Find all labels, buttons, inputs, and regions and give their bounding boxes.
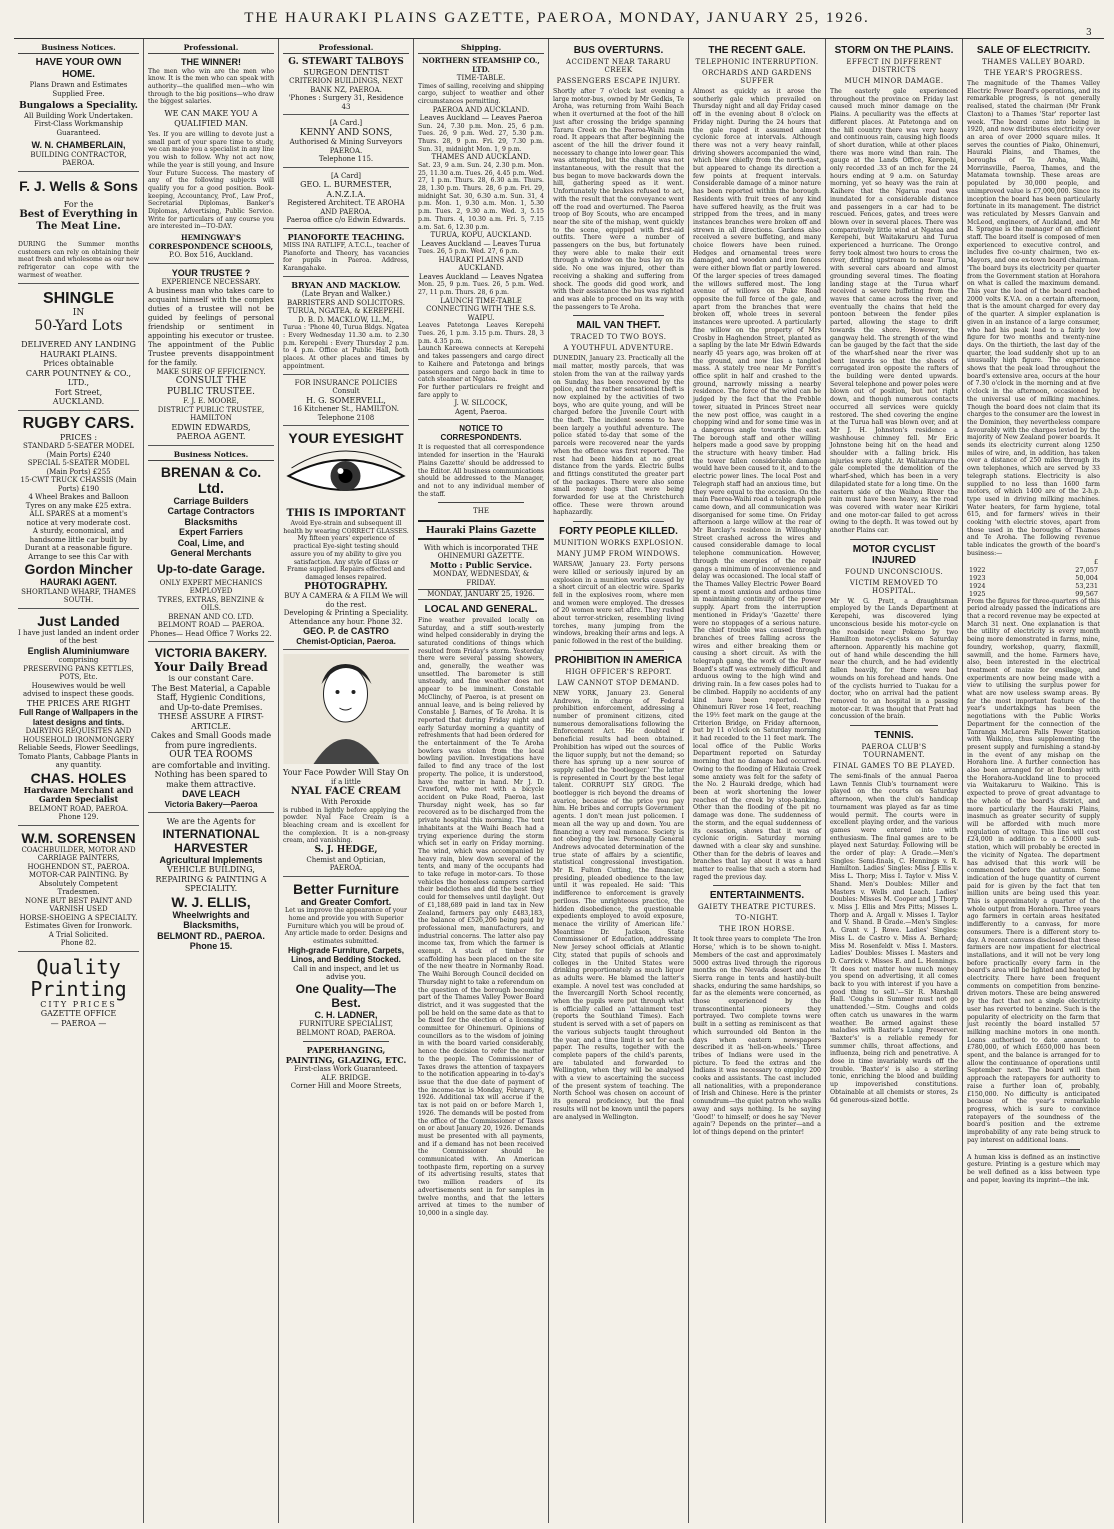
divider — [987, 1149, 1080, 1150]
ad-victoria-bakery — [148, 646, 274, 813]
ad-line: INTERNATIONAL HARVESTER — [162, 826, 260, 855]
table-cell: 1923 — [969, 573, 986, 582]
ad-rugby-cars — [18, 415, 139, 609]
ad-ellis — [148, 817, 274, 955]
ad-line: Leaves Auckland — Leaves Ngatea — [418, 272, 544, 281]
column-1 — [14, 39, 144, 1523]
notice-heading: NOTICE TO CORRESPONDENTS. — [440, 424, 522, 443]
masthead — [0, 0, 1114, 36]
ad-line: Leaves Auckland — Leaves Turua — [421, 239, 541, 248]
ad-title: Better Furniture — [293, 880, 399, 897]
divider — [438, 502, 524, 503]
ad-name: Gordon Mincher — [24, 561, 133, 578]
article-subheading: PASSENGERS ESCAPE INJURY. — [556, 77, 681, 85]
ad-line: Coal, Lime, and — [177, 537, 245, 548]
ad-name: GEO. P. de CASTRO — [303, 626, 389, 637]
ad-body: MISS INA RATLIFF, A.T.C.L., teacher of Pianoforte and Theory, has vacancies for pupils in Paeroa. Address, Karangahake. — [283, 242, 409, 273]
ad-line: THAMES AND AUCKLAND. — [431, 153, 531, 162]
ad-line: NONE BUT BEST PAINT AND VARNISH USED — [25, 896, 132, 914]
ad-line: EDWIN EDWARDS, — [171, 422, 251, 432]
table-row — [967, 590, 1100, 598]
ad-line: ALF. BRIDGE. — [321, 1073, 371, 1082]
page-number: 3 — [1086, 28, 1092, 38]
ad-line: Expert Farriers — [178, 527, 244, 538]
ad-line: comprising — [58, 656, 99, 665]
divider — [713, 885, 801, 886]
article-body: The magnitude of the Thames Valley Electric Power Board's operations, and its remarkable progress, is not generally realised, stated the chairman (Mr Frank Claxton) to a Thames 'Star' reporter last week. 'The board came into being in 1920, and now distributes electricity over an area of over 2000 square miles. It serves the counties of Piako, Ohinemuri, Hauraki Plains, and Thames, the boroughs of Te Aroha, Waihi, Morrinsville, Paeroa, Thames, and the Matamata township. These areas are populated by 30,000 people, and unimproved value is £7,000,000. Since its inception the board has been particularly fortunate in its management. The district was reticulated by Messrs Ganvain and McLeod, engineers, of Auckland, and Mr R. Sprague is the manager of an efficient staff. The board itself is composed of men experienced to executive control, and includes five co-unty chairmen, two ex-Mayors, and one ex-town board chairman. 'The board buys its electricity per quarter from the Government station at Horahora on what is called the maximum demand. This year the load of the board reached 2000 volts K.V.A. on a certain afternoon, that is the amount charged for every day of the quarter. A simpler explanation is given in an instance of a large consumer, who had his peak load to a fairly low figure for two months and twenty-nine days. On the thirtieth, the last day of the quarter, the load suddenly shot up to an unusually high figure. The experience shows that the peak load throughout the board's extensive area, occurs at the hour of 7.30 o'clock in the morning and at five o'clock in the afternoon, occasioned by the universal use of milking machines. Though the board does not claim that its charges to the consumer are the lowest in the Dominion, they nevertheless compare favourably with the charges levied by the majority of New Zealand power boards. It sends its electricity current along 1250 miles of wire, and, in addition, has taken over a distance of 250 miles through its own telephones, which are served by 33 telegraph stations. Electricity is also supplied to no less than 1600 farm motors, of which 1400 are of the 2-h.p. type used in driving milking machines. Water heaters, for farm hygiene, total 615, and for farmers' wives in their cooking 'with electric stoves, apart from those used in the boroughs of Thames and Te Aroha. The following revenue table indicates the growth of the board's business:— — [967, 80, 1100, 557]
ad-name: G. STEWART TALBOYS — [288, 57, 404, 67]
column-8 — [963, 39, 1104, 1523]
ad-body: The men who win are the men who know. It is the men who can speak with authority—the qualified men—who win through to the big positions—who draw the biggest salaries. — [148, 67, 274, 106]
notice-body: It is requested that all correspondence intended for insertion in the 'Hauraki Plains Gazette' should be addressed to the Editor. All business communications should be addressed to the Manager, and not to any individual member of the staff. — [418, 444, 544, 498]
ad-line: MOTOR-CAR PAINTING. By Absolutely Competent Tradesmen. — [28, 871, 129, 897]
ad-line: THESE ASSURE A FIRST-ARTICLE. — [158, 712, 264, 731]
ad-line: Attendance any hour. Phone 32. — [289, 617, 403, 626]
ad-line: THIS IS IMPORTANT — [286, 508, 406, 520]
ad-line: Authorised & Mining Surveyors PAEROA. — [289, 138, 403, 155]
ad-line: Cartage Contractors — [167, 506, 255, 517]
column-6 — [689, 39, 826, 1523]
ad-line: IN — [72, 307, 85, 318]
ad-brenan — [148, 464, 274, 643]
article-heading: STORM ON THE PLAINS. — [834, 45, 954, 56]
newspaper-columns — [14, 38, 1104, 1523]
ad-body: The Best Material, a Capable Staff, Hygienic Conditions, and Up-to-date Premises. — [151, 683, 271, 712]
ad-de-castro — [283, 430, 409, 650]
ad-line: VEHICLE BUILDING, REPAIRING & PAINTING A SPECIALITY. — [155, 865, 267, 894]
ad-body: Turua : 'Phone 40, Turua Bldgs. Ngatea : Every Wednesday 11.30 a.m. to 2.30 p.m. Kerepehi : Every Thursday 2 p.m. to 4 p.m. Office at Public Hall, both places. At other places and times by appointment. — [283, 324, 409, 370]
ad-title: YOUR TRUSTEE ? — [171, 267, 251, 278]
article-body: Mr W. G. Pratt, a draughtsman employed by the Lands Department at Kerepehi, was discovered lying unconscious beside his motor-cycle on the roadside near Pokeno by two Hamilton motor-cyclists on Saturday afternoon. Apparently his machine got out of hand while descending the hill near the church, and he had evidently fallen heavily, for there were bad wounds on his forehead and hands. One of the cyclists hurried to Tuakau for a doctor, who on arrival had the patient removed to an hospital in a passing motor-car. It was thought that Pratt had concussion of the brain. — [830, 597, 958, 721]
ad-bryan-macklow — [283, 281, 409, 375]
ad-name: CHAS. HOLES — [30, 769, 127, 786]
ad-line: General Merchants — [170, 548, 252, 559]
ad-line: High-grade Furniture, Carpets, Linos, and Bedding Stocked. — [287, 945, 404, 965]
nameplate-motto: Motto : Public Service. — [429, 559, 533, 570]
ad-body: Avoid Eye-strain and subsequent ill health by wearing CORRECT GLASSES. My fifteen years' experience of practical Eye-sight testing should assure you of my ability to give you satisfaction. Any style of Glass or Frame supplied. Repairs effected and damaged lenses repaired. — [283, 520, 409, 581]
article-heading: FORTY PEOPLE KILLED. — [559, 526, 678, 538]
article-subheading: A YOUTHFUL ADVENTURE. — [563, 344, 674, 353]
ad-line: P.O. Box 516, Auckland. — [169, 251, 253, 260]
ad-line: Call in and inspect, and let us advise you. — [293, 964, 399, 982]
ad-kenny — [283, 119, 409, 168]
ad-line: CRITERION BUILDINGS, NEXT BANK NZ, PAEROA. — [289, 77, 403, 94]
table-row — [967, 558, 1100, 566]
divider — [303, 1041, 389, 1042]
section-header: Professional. — [283, 43, 409, 54]
article-heading: THE RECENT GALE. — [708, 45, 806, 56]
ad-line: OUR TEA ROOMS — [169, 750, 253, 761]
ad-line: First-class Work Guaranteed. — [294, 1065, 398, 1074]
ad-line: BELMONT RD., PAEROA. — [157, 930, 265, 941]
divider — [573, 521, 664, 522]
article-body: The semi-finals of the annual Paeroa Lawn Tennis Club's tournament were played on the courts on Saturday afternoon, when the club's handicap tournament was played as far as time would permit. The courts were in excellent playing order, and the various games were entered into with enthusiasm. The final games are to be played next Saturday. Following will be the order of play: A Grade.—Men's Singles: Semi-finals, C. Hennings v. R. Hamilton. Ladies' Singles: Miss J. Ellis v. Miss L. Thorp; Miss I. Taylor v. Miss V. Shand. Men's Doubles: Miller and Masters v. Wells and Leach. Ladies' Doubles: Misses M. Cooper and J. Thorp v. Miss J. Ellis and Mrs Pitts; Misses L. Thorp and A. Argall v. Misses I. Taylor and V. Shand. B Grade.—Men's Singles: A. Grant v. J. Rowe. Ladies' Singles: Miss L. de Castro v. Miss A. Berhard; Miss M. Rosenfeldt v. Miss I. Masters. Ladies' Doubles: Misses I. Masters and D. Carrick v. Misses E. and L. Hennings. 'It does not matter how much money you spend on advertising, it all comes back to you with interest if you have a good thing to sell.'—Sir R. Marshall Hall. 'Coughs in Summer must not go unattended.'—Stm. Coughs and colds often catch us unawares in the warm weather. Be armed against these maladies with Baxter's Lung Preserver. 'Baxter's' is a reliable remedy for summer chills, throat affections, and influenza, being rich and penetrative. A dose in time invariably wards off the trouble. 'Baxter's' is also a sterling tonic, enriching the blood and building up impoverished constitutions. Obtainable at all chemists or stores, 2s 6d generous-sized bottle. — [830, 773, 958, 1104]
article-heading: MOTOR CYCLIST INJURED — [852, 543, 936, 566]
ad-name: BRYAN AND MACKLOW. — [291, 279, 401, 290]
table-cell: 1924 — [969, 581, 986, 590]
ad-line: DELIVERED ANY LANDING HAURAKI PLAINS. — [21, 340, 136, 359]
ad-line: Blacksmiths — [184, 516, 238, 527]
ad-name: S. J. HEDGE, — [314, 845, 378, 856]
column-7 — [826, 39, 963, 1523]
article-body: WARSAW, January 23. Forty persons were killed or seriously injured by an explosion in a munition works caused by a short circuit of an electric wire. Sparks fell in the explosives room, where men and women were employed. The dresses of 20 women were set afire. They rushed about terror-stricken, resembling living torches, many jumping from the windows, breaking their arms and legs. A panic followed in the rest of the building. — [553, 561, 684, 646]
article-subheading: TELEPHONIC INTERRUPTION. — [695, 58, 819, 66]
article-subheading: HIGH OFFICER'S REPORT. — [565, 667, 672, 676]
ad-public-trustee — [148, 268, 274, 446]
ad-line: First-Class Workmanship Guaranteed. — [33, 120, 124, 137]
divider — [573, 650, 664, 651]
ad-somervell — [283, 379, 409, 427]
ad-line: Reliable Seeds, Flower Seedlings, Tomato Plants, Cabbage Plants in any quantity. — [18, 744, 139, 770]
nameplate-line: THE — [473, 507, 489, 516]
ad-line: is our constant Care. — [168, 674, 254, 684]
ad-line: Your Daily Bread — [154, 660, 268, 675]
ad-line: Telephone 115. — [318, 155, 374, 163]
ad-line: PAPERHANGING, PAINTING, GLAZING, ETC. — [285, 1045, 407, 1065]
ad-title: PIANOFORTE TEACHING. — [287, 231, 405, 242]
ad-line: SHORTLAND WHARF, THAMES SOUTH. — [21, 587, 136, 605]
article-body: It took three years to complete 'The Iron Horse,' which is to be shown to-night. Members of the cast and approximately 5000 extras lived through the rigorous months on the Nevada desert and the Sierra range in tents and hastily-built shacks, enduring the same hardships, so far as the elements were concerned, as those experienced by the transcontinental pioneers they portrayed. Two complete towns were built in a setting as reminiscent as that which surrounded old Benton in the days when eastern newspapers described it as 'hell-on-wheels.' Three tribes of Indians were used in the picture. To feed the extras and the Indians it was necessary to employ 200 cooks and assistants. The cast included all nationalities, with a preponderance of Irish and Chinese. Here is the printer conundrum—the quiet patron who walks away and says nothing. Is he saying 'Good!' to himself; or does he say 'Never again'? Depends on the printer—and a lot of things depend on the printer! — [693, 936, 821, 1136]
ad-line: PAEROA. — [329, 864, 363, 873]
ad-title: HAVE YOUR OWN HOME. — [35, 57, 122, 80]
ad-burmester — [283, 172, 409, 229]
divider — [850, 539, 938, 540]
ad-line: HAURAKI AGENT. — [40, 577, 117, 588]
ad-line: Corner Hill and Moore Streets, — [290, 1082, 402, 1091]
article-subheading: EFFECT IN DIFFERENT DISTRICTS — [846, 58, 942, 74]
article-subheading: THAMES VALLEY BOARD. — [982, 58, 1085, 66]
ad-line: TYRES, EXTRAS, BENZINE & OILS. — [157, 595, 265, 613]
column-5 — [549, 39, 689, 1523]
ad-name: C. H. LADNER, — [314, 1009, 378, 1020]
ad-line: BELMONT ROAD, PAEROA. Phone 129. — [28, 804, 129, 822]
article-heading: ENTERTAINMENTS. — [709, 890, 805, 902]
ad-name: DAVE LEACH — [182, 789, 240, 800]
lady-illustration — [283, 654, 409, 764]
article-body: Fine weather prevailed locally on Saturday, and a stiff south-westerly wind helped considerably in drying the saturated conditions of things which resulted from Friday's storm. Yesterday there were several passing showers, and, generally, the weather was unsettled. The barometer is still unsteady, and fine weather does not appear to be imminent. Constable McClinchy, of Paeroa, is at present on annual leave, and is being relieved by Constable J. Barnes, of Te Aroha. It is reported that during Friday night and early Saturday morning a quantity of refreshments that had been ordered for the entertainment of the Te Aroha bowlers was stolen from the local bowling pavilion. Investigations have failed to find any trace of the lost property. The police, it is understood, have the matter in hand. Mr J. D. Crawford, who met with a bicycle accident on Puke Road, Paeroa, last Thursday night week, has so far recovered as to be discharged from the private hospital this morning. The tent inhabitants at the Waihi Beach had a trying experience during the storm which set in early on Friday morning. The wind, which was accompanied by heavy rain, blew down several of the tents, and many of the occupants had to take refuge in motor-cars. To those vehicles the homeless campers carried their bedclothes and did the best they could for themselves until daylight. Out of £1,188,689 paid in land tax in New Zealand, farmers pay only £483,183, the balance of £526,206 being paid by professional men, manufacturers, and industrial concerns. The latter also pay income tax, from which the farmer is exempt. A stack of timber for scaffolding has been placed on the site of the new theatre in Normanby Road. The Waihi Borough Council decided on Thursday night to take a referendum on the question of the borough becoming part of the Thames Valley Power Board district, and it was suggested that the poll be held on the same date as that to be fixed for the election of a licensing committee for Ohinemuri. Opinions of councillors as to the wisdom of joining in with the board varied considerably, hence the decision to refer the matter to the people. The Commissioner of Taxes draws the attention of taxpayers to the notification appearing in to-day's issue that the due date of payment of the income-tax is Monday, February 8, 1926. Additional tax will accrue if the tax is not paid on or before March 1, 1926. The demands will be posted from the office of the Commissioner of Taxes on or about January 20, 1926. Demands must be presented with all payments, and if a demand has not been received the Commissioner should be communicated with. An American toothpaste firm, reporting on a survey of its advertising results, states that two million readers of its advertisements sent in for samples in twelve months, and that the letters arrived at times to the number of 10,000 in a single day. — [418, 616, 544, 1217]
article-subheading: MUCH MINOR DAMAGE. — [844, 77, 944, 85]
article-subheading: MUNITION WORKS EXPLOSION. — [553, 539, 684, 548]
ad-name: J. W. SILCOCK, — [454, 399, 508, 408]
ad-line: Phones— Head Office 7 Works 22. — [150, 629, 272, 638]
ad-line: Full Range of Wallpapers in the latest designs and tints. — [19, 708, 138, 727]
ad-line: We are the Agents for — [166, 817, 256, 827]
article-body: From the figures for three-quarters of this period already passed the indications are that a record revenue may be expected at March 31 next. One explanation is that the utility of electricity is every month being more demonstrated in farms, mine, foundry, workshop, quarry, flaxmill, sawmill, and the home. Farmers have, also, been interested in the electrical treatment of maize for ensilage, and experiments are now being made with a view to utilising the surplus power for what are now useless swamp areas. By far the most important feature of the year's undertakings has been the negotiations with the Public Works Department for the connection of the Tanranga McLaren Falls Power Station with Waikino, thus supplementing the present supply and furnishing a stand-by in the event of any mishap on the Horahora line. A further connection has also been arranged for at Bombay with the Horahora-Auckland line to proceed via Waitakaruru to Waikino. This is expected to prove of great advantage to the whole of the board's district, and more particularly the Hauraki Plains, inasmuch as greater security of supply will be afforded with much more regulation of voltage. This line will cost £24,000 in addition to a £5000 sub-station, which will probably be erected in the vicinity of Ngatea. The department has advised that this work will be commenced before the autumn. Some indication of the huge quantity of current paid for is given by the fact that ten million units are being used this year. This is approximately a quarter of the whole output from Horahora. Three years ago farmers in certain areas hesitated indifferently to a canvass, for more consumers. There is a different story to-day. A recent canvass disclosed that these farmers are now impatient for electrical installations, and it will not be very long before practically every farm in the board's area will be lighted and heated by electricity. There have been frequent comments on competition from benzine-driven motors. These are being answered by the fact that not a single electricity user has reverted to benzine. Such is the popularity of electricity on the farm that just recently the board installed 57 milking machine motors in one month. Loans authorised to date amount to £780,000, of which £650,000 has been spent, and the balance is arranged for to allow the continuance of operations until September next. The board will then approach the ratepayers for authority to raise a further loan of, probably, £150,000. No difficulty is anticipated because of the year's remarkable progress, which is sure to convince ratepayers of the soundness of the board's position and the extreme improbability of any rate being struck to pay interest on additional loans. — [967, 597, 1100, 1144]
ad-body: is rubbed in lightly before applying the powder. Nyal Face Cream is a bleaching cream and is excellent for the complexion. It is a non-greasy cream, and vanishing. — [283, 806, 409, 845]
article-heading: LOCAL AND GENERAL. — [424, 603, 538, 615]
article-subheading: ACCIDENT NEAR TARARU CREEK — [566, 58, 671, 74]
column-2 — [144, 39, 279, 1523]
ad-line: Arrange to see this Car with — [28, 552, 129, 561]
ad-line: HORSE-SHOEING A SPECIALTY. — [19, 913, 138, 922]
ad-name: KENNY AND SONS, — [299, 127, 393, 138]
article-heading: PROHIBITION IN AMERICA — [554, 654, 683, 666]
article-subheading: TO-NIGHT. — [735, 914, 779, 923]
ad-title: YOUR EYESIGHT — [288, 430, 404, 447]
ad-line: 50-Yard Lots — [34, 318, 123, 335]
article-body: NEW YORK, January 23. General Andrews, in charge of Federal prohibition enforcement, addressing a number of prominent citizens, cited numerous demoralisations following the Enforcement Act. He doubted if beneficial results had been obtained. Prohibition has wiped out the sources of the liquor supply, but not the demand; so there has sprung up a new source of supply called the 'bootlegger.' The latter is represented in Court by the best legal talent. CORRUPT SLY GROG. The bootlegger is rich beyond the dreams of avarice, because of the price you pay him. He bribes and corrupts Government agents. I don't mean just policemen. I mean all the way up and down. You are financing a very real menace. Society is not obeying the law. Personally General Andrews advocated determination of the true state of affairs by a scientific, statistical congressional investigation. Mr R. Fulton Cutting, the financier, presiding, pleaded obedience to the law until it was repealed. He said: 'This indifference to enforcement is gravely perilous. The unrighteous practice, the hidden disobedience, the questionable expedients employed to avoid exposure, menace the virility of American life.' Meantime Dr. Jackson, State Commissioner of Education, addressing New Jersey school officials at Atlantic City, stated that pupils of schools and colleges in the United States were drinking proportionately as much liquor as adults were. He blamed the latter's example. A novel test was concluded at the Invercargill North School recently, when the pupils were put through what is officially called an 'attainment test' (reports the Southland Times). Each student is served with a set of papers on the various subjects taught throughout the year, and a time limit is set for each paper. The results, together with the complete papers of the child's parents, are tabulated and forwarded to Wellington, when they will be analysed with a view to ascertaining the success of the present system of teaching. The North School was chosen on account of its general proficiency, but the final results will not be known until the papers are analysed in Wellington. — [553, 689, 684, 1121]
ad-line: TURUA, KOPU, AUCKLAND. — [430, 231, 532, 240]
ad-line: DISTRICT PUBLIC TRUSTEE, HAMILTON — [157, 405, 265, 423]
ad-body: Yes. If you are willing to devote just a small part of your spare time to study, we can make you a specialist in any line you wish to follow. Why not act now, while the year is still young, and Insure Your Future Success. The mastery of any of the following subjects will qualify you for a good position. Book-keeping, Accountancy, Prof., Law Prof., Secretarial Diplomas, Banker's Diplomas, Advertising, Public Service. Write for particulars of any course you are interested in—TO-DAY. — [148, 131, 274, 231]
ad-quality-printing — [18, 956, 139, 1032]
ad-shingle — [18, 290, 139, 411]
ad-ladner — [283, 881, 409, 1094]
ad-line: Chemist and Optician, — [306, 855, 386, 864]
ad-line: I have just landed an indent order of the best — [18, 628, 139, 646]
ad-line: HAURAKI PLAINS AND AUCKLAND. — [438, 255, 524, 273]
article-subheading: LAW CANNOT STOP DEMAND. — [557, 678, 680, 687]
ad-line: PHOTOGRAPHY. — [304, 581, 388, 592]
ad-line: Your Face Powder Will Stay On — [283, 768, 409, 778]
ad-line: EXPERIENCE NECESSARY. — [161, 278, 261, 287]
ad-body: Mon. 25, 9 p.m. Tues. 26, 5 p.m. Wed. 27, 11 p.m. Thurs. 28, 6 p.m. — [418, 281, 544, 297]
ad-line: Printing — [30, 976, 127, 1001]
column-4 — [414, 39, 549, 1523]
ad-line: Chemist-Optician, Paeroa. — [296, 636, 396, 646]
ad-line: COACHBUILDER, MOTOR AND CARRIAGE PAINTERS, HOGHENDON ST., PAEROA. — [21, 845, 136, 871]
ad-line: PRICES : — [59, 432, 98, 442]
ad-line: PRESERVING PANS KETTLES, POTS, Etc. — [23, 664, 134, 682]
article-heading: SALE OF ELECTRICITY. — [976, 45, 1091, 56]
ad-body: Tues. 26, 5 p.m. Wed. 27, 6 p.m. — [418, 248, 520, 256]
ad-line: [A Card] — [330, 171, 362, 180]
article-subheading: TRACED TO TWO BOYS. — [570, 333, 667, 342]
ad-title: NORTHERN STEAMSHIP CO., LTD. — [422, 56, 540, 74]
section-header: Professional. — [148, 43, 274, 54]
table-cell: 50,004 — [1075, 573, 1098, 582]
ad-body: Times of sailing, receiving and shipping cargo, subject to weather and other circumstances permitting. — [418, 82, 544, 105]
ad-title: SHINGLE — [42, 289, 115, 307]
ad-line: For the — [63, 199, 94, 209]
ad-name: H. G. SOMERVELL, — [306, 395, 386, 405]
ad-talboys — [283, 57, 409, 115]
eye-illustration — [283, 446, 409, 504]
article-body: Almost as quickly as it arose the southerly gale which prevailed on Thursday night and all day Friday cased off in the evening about 8 o'clock on Friday night. During the 24 hours that the gale raged it assumed almost cyclonic force at intervals. Although there was not a very heavy rainfall, driving showers accompanied the wind, which blew chiefly from the north-east, but appeared to change its direction a few points at frequent intervals. Considerable damage of a minor nature has been reported within the borough. Residents with fruit trees of any kind have suffered heavily, as the fruit was stripped from the trees, and in many instances branches were broken off and strewn in all directions. Gardens also received a severe buffeting, and many choice flowers have been ruined. Hedges and ornamental trees were damaged, and wooden and iron fences were either blown flat or partly lowered. Of the larger species of trees damaged the willows suffered most. The long avenue of willows on Puke Road opposite the full force of the gale, and apart from the branches that were broken off, whole trees in several instances were uprooted. A particularly fine willow on the property of Mrs Crosby in Haghendon Street, planted as a sapling by the late Mr Edwin Edwards nearly 45 years ago, was broken off at the ground, and now lies a tangled mass. A stately tree near Mr Porritt's office split in half and crashed to the ground, narrowly missing a nearby residence. The force of the wind can be judged by the fact that the Prebble tower, situated in Princes Street near the new post office, was caught in a chopping wind and for some time was in a dangerous angle towards the east. The borough staff and other willing helpers made a good save by propping the structure with heavy timber. Had the tower fallen considerable damage would have been caused to it, and to the electric power lines. The local Post and Telegraph staff had an anxious time, but they were equal to the occasion. On the main Paeroa-Waihi road a telegraph pole came down, and all communication was disorganised for some time. On Friday afternoon a large willow at the rear of Mr Barclay's residence in Willoughby Street crashed across the wires and caused considerable damage to local telephone communication. However, through the energies of the repair gangs a minimum of inconvenience and delay was occasioned. The local staff of the Thames Valley Electric Power Board spent a most anxious and arduous time in maintaining continuity of the power supply. Apart from the interruption mentioned in Friday's 'Gazette' there were no stoppages of a serious nature. The chief trouble was caused through branches of trees falling across the wires and either breaking them or causing a short circuit. As with the telegraph gang, the work of the Power Board's staff was extremely difficult and arduous owing to the high wind and driving rain. In a few cases poles had to be climbed. Happily no accidents of any kind have been reported. The Ohinemuri River rose 14 feet, reaching the 19½ feet mark on the gauge at the Criterion Bridge, on Friday afternoon, but by 11 o'clock on Saturday morning it had receded to the 11 feet mark. The local office of the Public Works Department reported on Saturday morning that no damage had occurred. Owing to the flooding of Hikutaia Creek some anxiety was felt for the safety of the No. 2 Hauraki dredge, which had been at work shortening the lower reaches of the creek by stop-banking. Other than the flooding of the pit no damage was done. The suddenness of the storm, and the equal suddenness of its cessation, shows that it was of cyclonic origin. Saturday morning dawned with a clear sky and sunshine. Other than for the debris of leaves and branches that lay about it was a hard matter to realise that such a storm had raged the previous day. — [693, 88, 821, 881]
ad-line: DAIRYING REQUISITES AND HOUSEHOLD IRONMONGERY — [22, 727, 135, 744]
ad-line: Cakes and Small Goods made from pure ingredients. — [150, 731, 272, 750]
masthead-title: THE HAURAKI PLAINS GAZETTE, PAEROA, MONDAY, JANUARY 25, 1926. — [244, 10, 870, 26]
ad-line: Fort Street, — [54, 387, 103, 397]
ad-line: Up-to-date Garage. — [156, 561, 265, 576]
revenue-table — [967, 558, 1100, 598]
ad-line: AUCKLAND. — [52, 397, 105, 407]
ad-line: CARR POUNTNEY & CO., LTD., — [25, 368, 132, 388]
ad-line: A Trial Solicited. — [48, 930, 109, 939]
ad-line: SURGEON DENTIST — [303, 67, 389, 77]
ad-name: F. J. E. MOORE, — [183, 397, 239, 406]
ad-title: Just Landed — [37, 612, 120, 629]
ad-line: PAEROA AGENT. — [176, 432, 246, 442]
section-header: Business Notices. — [18, 43, 139, 54]
section-header: Business Notices. — [148, 450, 274, 461]
ad-body: Let us improve the appearance of your home and provide you with Superior Furniture which you will be proud of. Any article made to order. Designs and estimates submitted. — [284, 907, 408, 945]
nameplate-line: With which is incorporated THE OHINEMURI GAZETTE. — [423, 543, 539, 561]
ad-line: CONSULT THE — [175, 376, 247, 387]
ad-hemingway — [148, 57, 274, 264]
ad-line: STANDARD 5-SEATER MODEL (Main Ports) £240 — [23, 442, 134, 459]
ad-line: THE PRICES ARE RIGHT — [26, 698, 131, 708]
ad-name: HEMINGWAY'S CORRESPONDENCE SCHOOLS, — [148, 233, 274, 251]
ad-line: are comfortable and inviting. Nothing has been spared to make them attractive. — [151, 760, 271, 789]
ad-pianoforte — [283, 233, 409, 277]
ad-body: Sun. 24, 7.30 p.m. Mon. 25, 6 p.m. Tues. 26, 9 p.m. Wed. 27, 5.30 p.m. Thurs. 28, 9 p.m. Fri. 29, 7.30 p.m. Sun. 31, midnight Mon. 1, 9 p.m. — [418, 122, 544, 153]
ad-body: A business man who takes care to acquaint himself with the complex duties of a trustee will not be guided by feelings of personal friendship or sentiment in appointing his executor or trustee. The appointment of the Public Trustee prevents disappointment for the family. — [148, 286, 274, 367]
ad-name: GEO. L. BURMESTER, A.N.Z.I.A. — [300, 180, 392, 199]
ad-line: (Late Bryan and Walker.) — [301, 290, 391, 299]
ad-body: Launch Kareewa connects at Kerepehi and takes passengers and cargo direct to Kaihere and Patetonga and brings passengers and cargo back in time to catch steamer at Ngatea. — [418, 345, 544, 384]
article-subheading: THE IRON HORSE. — [719, 925, 795, 934]
ad-line: MAKE SURE OF EFFICIENCY. — [156, 367, 266, 376]
ad-line: TURUA, NGATEA, & KEREPEHI. — [287, 307, 405, 316]
article-subheading: GAIETY THEATRE PICTURES. — [697, 903, 817, 912]
ad-line: FOR INSURANCE POLICIES Consult — [294, 378, 398, 396]
ad-body: Sat. 23, 9 a.m. Sun. 24, 2.30 p.m. Mon. 25, 11.30 a.m. Tues. 26, 4.45 p.m. Wed. 27, 1 p.m. Thurs. 28, 6.30 a.m. Thurs. 28, 1.30 p.m. Thurs. 28, 6 p.m. Fri. 29, midnight Sat. 30, 6.30 a.m. Sun. 31, 4 p.m. Mon. 1, 9.30 a.m. Mon. 1, 5.30 p.m. Tues. 2, 9.30 a.m. Wed. 3, 5.15 p.m. Thurs. 4, 10.30 a.m. Fri. 5, 7.15 a.m. Sat. 6, 12.30 p.m. — [418, 161, 544, 231]
ad-line: BUILDING CONTRACTOR, PAEROA. — [30, 150, 127, 167]
ad-line: All Building Work Undertaken. — [23, 111, 134, 120]
ad-line: Registered Architect. TE AROHA AND PAEROA. — [287, 199, 405, 216]
ad-line: SPECIAL 5-SEATER MODEL (Main Ports) £255 — [27, 459, 130, 476]
ad-line: 4 Wheel Brakes and Balloon Tyres on any make £25 extra. — [25, 493, 132, 510]
ad-line: Estimates Given for Ironwork. — [24, 922, 133, 931]
article-body: Shortly after 7 o'clock last evening a large motor-bus, owned by Mr Gedkis, Te Aroha, was returning from Waihi Beach when it overturned at the foot of the hill just after crossing the bridge spanning Tararu Creek on the Paeroa-Waihi main road. It appears that after beginning the ascent of the hill the driver found it necessary to change into lower gear. This was attempted, but the change was not instantaneous, with the result that the bus began to move backwards down the hill, gathering speed as it went. Unfortunately the brakes refused to act, with the result that the conveyance went off the road and overturned. The Paeroa troop of Boy Scouts, who are encamped near the site of the mishap, went quickly to the scene, equipped with first-aid outfits. There were a number of passengers on the bus, but fortunately they were able to make their exit through a window on the bus lay on its side. No one was injured, other than receiving a shaking and suffering from shock. The goods did good work, and with their assistance the bus was righted and was able to proceed on its way with the passengers to Te Aroha. — [553, 88, 684, 311]
ad-chamberlain — [18, 57, 139, 172]
ad-line: Carriage Builders — [173, 495, 249, 506]
ad-title: BRENAN & Co. Ltd. — [160, 463, 262, 496]
ad-line: 15-CWT TRUCK CHASSIS (Main Ports) £190 — [20, 476, 137, 493]
article-heading: MAIL VAN THEFT. — [576, 320, 661, 332]
ad-line: Best of Everything in The Meat Line. — [19, 209, 138, 232]
ad-line: ALL SPARES at a moment's notice at very moderate cost. — [26, 510, 131, 527]
article-heading: BUS OVERTURNS. — [573, 45, 664, 56]
ad-line: Prices obtainable — [43, 359, 114, 369]
ad-name: W. N. CHAMBERLAIN, — [31, 140, 126, 150]
ad-title: THE WINNER! — [181, 57, 241, 67]
ad-nyal — [283, 654, 409, 877]
ad-line: A sturdy, economical, and handsome little car built by Durant at a reasonable figure. — [24, 527, 133, 553]
ad-line: Agricultural Implements — [159, 854, 263, 865]
ad-wells — [18, 178, 139, 284]
column-3 — [279, 39, 414, 1523]
nameplate-logo: Hauraki Plains Gazette — [418, 520, 544, 540]
divider — [850, 725, 938, 726]
ad-title: RUGBY CARS. — [22, 414, 135, 432]
table-cell: 1925 — [969, 589, 986, 598]
ad-line: ONLY EXPERT MECHANICS EMPLOYED — [159, 578, 263, 596]
ad-line: Wheelwrights and Blacksmiths, — [172, 909, 250, 931]
ad-line: CITY PRICES — [40, 999, 117, 1009]
ad-line: TIME-TABLE. — [456, 74, 506, 82]
table-unit: £ — [1093, 557, 1098, 566]
article-subheading: ORCHARDS AND GARDENS SUFFER — [701, 69, 812, 85]
nameplate-date: MONDAY, JANUARY 25, 1926. — [418, 589, 544, 600]
ad-body: DURING the Summer months customers can rely on obtaining their meat fresh and wholesome as our new refrigerator can cope with the warmest of weather. — [18, 241, 139, 279]
ad-line: Phone 15. — [189, 941, 233, 952]
ad-line: Victoria Bakery—Paeroa — [164, 799, 258, 809]
ad-body: Leaves Patetonga Leaves Kerepehi Tues. 26, 1 p.m. 3.15 p.m. Thurs. 28, 3 p.m. 4.35 p.m. — [418, 322, 544, 345]
divider — [573, 315, 664, 316]
ad-line: PAEROA AND AUCKLAND. — [432, 105, 530, 114]
ad-line: Quality — [36, 954, 121, 979]
ad-line: GAZETTE OFFICE — [40, 1009, 117, 1019]
ad-line: English Aluminiumware — [27, 645, 130, 656]
ad-line: Phone 82. — [60, 939, 97, 948]
ad-holes — [18, 613, 139, 826]
ad-line: FURNITURE SPECIALIST, BELMONT ROAD, PAEROA. — [296, 1020, 396, 1037]
ad-line: — PAEROA — — [50, 1018, 107, 1028]
article-subheading: VICTIM REMOVED TO HOSPITAL. — [849, 578, 939, 595]
article-body: The easterly gale experienced throughout the province on Friday last caused much minor damage on the Plains. A peculiarity was the effects at different places. At Patetonga and on the hill country there was very heavy and continuous rain, causing high floods of short duration, while at other places there was more wind than rain. The gauge at the Lands Office, Kerepehi, only recorded .33 of an inch for the 24 hours ending at 9 a.m. on Saturday morning, yet so heavy was the rain at Kaihere that the Ngarua road was inundated for a considerable distance and passengers in a car had to be rescued. Fences, gates, and trees were blown over in several places. There was comparatively little wind at Ngatea and Kerepehi, but Waitakaruru and Turua experienced a hurricane. The Orongo ferry took almost two hours to cross the river, drifting upstream to near Turua, with several cars aboard and almost grounding several times. The floating landing stage at the Turua wharf received a severe buffeting from the waves that came across the river, and eventually the chains that held the pontoon between the fender piles parted, allowing the stage to drift towards the shore. However, the gangway held. The strength of the wind can be gauged by the fact that the side of the wharf-shed near the river was bent inwards so that the sheets of corrugated iron opposite the rafters of the building were dented upwards. Several telephone and power poles were blown out of position, but not right down, and though numerous contacts occurred all services were quickly restored. The shed covering the engine at the Turua hall was blown over, and at Mr J. H. Johnston's residence a washhouse chimney fell. Mr Eric Johnstone being hit on the head and shoulder with a falling brick. His injuries were slight. At Waitakaruru the gale completed the demolition of the wharf-shed, which has been in a very dilapidated state for a long time. On the eastern side of the Waihou River the rain must have been heavy, as the road was covered with water near Kirikiri and one motor-car failed to get across owing to the depth. It was towed out by another Plains car. — [830, 88, 958, 535]
ad-line: [A Card.] — [329, 119, 363, 127]
ad-line: 'Phones : Surgery 31, Residence 43 — [288, 94, 404, 111]
table-cell: 1922 — [969, 565, 986, 574]
table-cell: 99,567 — [1075, 589, 1098, 598]
article-subheading: PAEROA CLUB'S TOURNAMENT. — [861, 743, 927, 760]
nameplate-line: MONDAY, WEDNESDAY, & FRIDAY. — [432, 570, 530, 587]
ad-name: W.M. SORENSEN — [21, 829, 136, 846]
table-cell: 27,057 — [1075, 565, 1098, 574]
ad-line: Paeroa office c/o Edwin Edwards. — [286, 216, 406, 224]
ad-title: VICTORIA BAKERY. — [154, 646, 268, 661]
ad-line: LAUNCH TIME-TABLE CONNECTING WITH THE S.S. WAIPU. — [426, 296, 536, 322]
ad-sorensen — [18, 830, 139, 952]
ad-line: Hardware Merchant and Garden Specialist — [23, 784, 134, 805]
ad-line: if a little — [331, 777, 361, 786]
article-subheading: FINAL GAMES TO BE PLAYED. — [832, 762, 956, 771]
ad-line: Leaves Auckland — Leaves Paeroa — [419, 114, 543, 123]
ad-line: Bungalows a Speciality. — [19, 101, 138, 111]
ad-line: D. B. D. MACKLOW, LL.M., — [298, 315, 394, 324]
article-subheading: THE YEAR'S PROGRESS. — [984, 69, 1083, 77]
ad-line: With Peroxide — [321, 798, 371, 807]
ad-line: 16 Kitchener St., HAMILTON. — [293, 405, 399, 414]
ad-line: Agent, Paeroa. — [454, 407, 508, 416]
table-row — [967, 574, 1100, 582]
ad-line: BUY A CAMERA & A FILM We will do the rest. — [284, 592, 408, 609]
article-subheading: MANY JUMP FROM WINDOWS. — [556, 550, 681, 559]
shipping-timetable — [418, 57, 544, 420]
ad-line: One Quality—The Best. — [295, 981, 397, 1010]
ad-line: Housewives would be well advised to inspect these goods. — [22, 681, 135, 699]
ad-line: Plans Drawn and Estimates Supplied Free. — [29, 81, 128, 98]
ad-line: and Greater Comfort. — [300, 896, 392, 907]
ad-name: F. J. Wells & Sons — [19, 177, 138, 194]
ad-line: BRENAN AND CO. LTD. BELMONT ROAD — PAEROA. — [157, 612, 265, 630]
table-row — [967, 582, 1100, 590]
ad-line: Telephone 2108 — [317, 413, 375, 422]
ad-line: PUBLIC TRUSTEE. — [167, 386, 255, 397]
section-header: Shipping. — [418, 43, 544, 54]
table-cell: 53,231 — [1075, 581, 1098, 590]
gazette-nameplate — [418, 507, 544, 600]
article-body: DUNEDIN, January 23. Practically all the mail matter, mostly parcels, that was stolen from the van at the railway yards on Sunday, has been recovered by the police, and the rather sensational theft is now explained by the activities of two boys, who are quite young, and will be charged before the Juvenile Court with the theft. The incident seems to have been largely a youthful adventure. The police stated to-day that some of the parcels were recovered near the yards when the offence was first reported. The rest had been hidden at no great distance from the yards. Electric bulbs and fittings constituted the greater part of the packages. There were also some small money bags that were being forwarded for use at the Christchurch office. These were thrown around haphazardly. — [553, 355, 684, 517]
ad-line: WE CAN MAKE YOU A QUALIFIED MAN. — [164, 109, 258, 128]
ad-line: Developing & Printing a Speciality. — [283, 609, 409, 618]
ad-line: BARRISTERS AND SOLICITORS. — [287, 298, 405, 307]
article-body: A human kiss is defined as an instinctive gesture. Printing is a gesture which may be well defined as a kiss between type and paper, leaving its imprint—the ink. — [967, 1153, 1100, 1184]
ad-line: NYAL FACE CREAM — [291, 786, 401, 798]
article-heading: TENNIS. — [874, 730, 914, 742]
ad-body: For further particulars re freight and fare apply to — [418, 383, 544, 399]
table-row — [967, 566, 1100, 574]
ad-name: W. J. ELLIS, — [171, 893, 251, 910]
article-subheading: FOUND UNCONSCIOUS. — [844, 567, 944, 576]
